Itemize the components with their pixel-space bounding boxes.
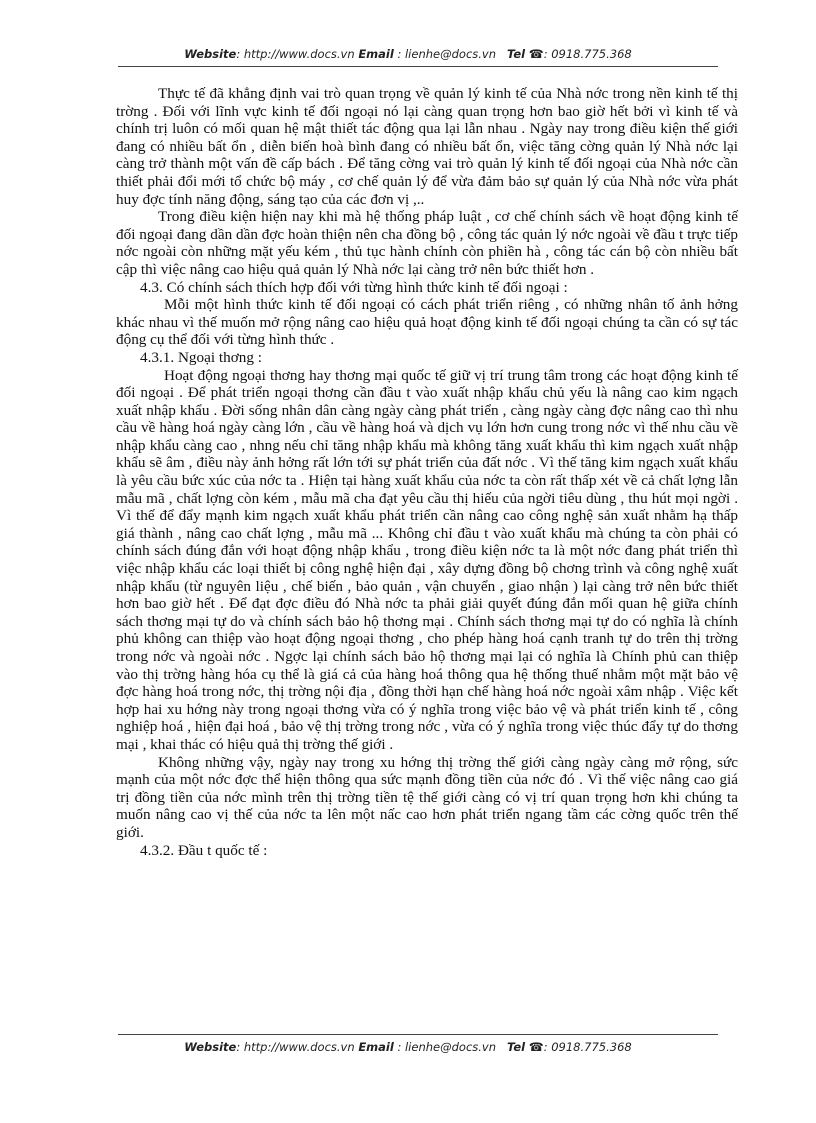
- footer-email-link[interactable]: lienhe@docs.vn: [404, 1040, 497, 1054]
- footer-email-label: Email: [358, 1040, 394, 1054]
- header-rule: [118, 66, 718, 67]
- paragraph-2: Trong điều kiện hiện nay khi mà hệ thống pháp luật , cơ chế chính sách về hoạt động kinh tế đối ngoại đang dần dần đợc hoàn thiện nên cha đồng bộ , công tác quản lý nớc ngoài về đầu t trực tiếp nớc ngoài còn những mặt yếu kém , thủ tục hành chính còn phiền hà , công tác cán bộ còn nhiều bất cập thì việc nâng cao hiệu quả quản lý Nhà nớc lại càng trở nên bức thiết hơn .: [116, 208, 738, 278]
- paragraph-1: Thực tế đã khẳng định vai trò quan trọng về quản lý kinh tế của Nhà nớc trong nền kinh tế thị trờng . Đối với lĩnh vực kinh tế đối ngoại nó lại càng quan trọng hơn bao giờ hết bởi vì kinh tế và chính trị luôn có mối quan hệ mật thiết tác động qua lại lẫn nhau . Ngày nay trong điều kiện thế giới đang có nhiều bất ổn , diễn biến hoà bình đang có nhiều bất ổn, việc tăng cờng quản lý Nhà nớc lại càng trở thành một vấn đề cấp bách . Để tăng cờng vai trò quản lý kinh tế đối ngoại của Nhà nớc cần thiết phải đổi mới tổ chức bộ máy , cơ chế quản lý để vừa đảm bảo sự quản lý của Nhà nớc vừa phát huy đợc tính năng động, sáng tạo của các đơn vị ,..: [116, 85, 738, 208]
- footer-website-separator: :: [236, 1040, 244, 1054]
- section-heading-4-3-1: 4.3.1. Ngoại thơng :: [140, 348, 262, 366]
- tel-label: Tel: [506, 47, 526, 61]
- page-header: [0, 47, 816, 61]
- website-separator: :: [236, 47, 244, 61]
- paragraph-5: Không những vậy, ngày nay trong xu hớng thị trờng thế giới càng ngày càng mở rộng, sức mạnh của một nớc đợc thể hiện thông qua sức mạnh đồng tiền của nớc đó . Vì thế việc nâng cao giá trị đồng tiền của nớc mình trên thị trờng tiền tệ thế giới càng có vị trí quan trọng hơn khi chúng ta muốn nâng cao vị thế của nớc ta lên một nấc cao hơn phát triển ngang tầm các cờng quốc trên thế giới.: [116, 753, 738, 841]
- paragraph-4: Hoạt động ngoại thơng hay thơng mại quốc tế giữ vị trí trung tâm trong các hoạt động kinh tế đối ngoại . Để phát triển ngoại thơng cần đầu t vào xuất nhập khẩu chủ yếu là nâng cao kim ngạch xuất nhập khẩu . Đời sống nhân dân càng ngày càng phát triển , càng ngày càng đợc nâng cao thì nhu cầu về hàng hoá ngày càng lớn , cầu về hàng hoá và dịch vụ lớn hơn cung trong nớc vì thế nhu cầu về nhập khẩu càng cao , nhng nếu chỉ tăng nhập khẩu mà không tăng xuất khẩu thì kim ngạch xuất nhập khẩu sẽ âm , điều này ảnh hởng rất lớn tới sự phát triển của đất nớc . Vì thế tăng kim ngạch xuất khẩu là yêu cầu bức xúc của nớc ta . Hiện tại hàng xuất khẩu của nớc ta còn rất thấp xét về cả chất lợng lẫn mẫu mã , chất lợng còn kém , mẫu mã cha đạt yêu cầu thị hiếu của ngời tiêu dùng , thu hút mọi ngời . Vì thế để đẩy mạnh kim ngạch xuất khẩu phát triển cần nâng cao công nghệ sản xuất nhằm hạ thấp giá thành , nâng cao chất lợng , mẫu mã ... Không chỉ đầu t vào xuất khẩu mà chúng ta còn phải có chính sách đúng đắn với hoạt động nhập khẩu , trong điều kiện nớc ta là một nớc đang phát triển thì việc nhập khẩu các loại thiết bị công nghệ hiện đại , xây dựng đồng bộ chơng trình và công nghệ xuất nhập khẩu (từ nguyên liệu , chế biến , bảo quản , vận chuyển , giao nhận ) lại càng trở nên bức thiết hơn bao giờ hết . Để đạt đợc điều đó Nhà nớc ta phải giải quyết đúng đắn mối quan hệ giữa chính sách thơng mại tự do và chính sách bảo hộ thơng mại . Chính sách thơng mại tự do có nghĩa là chính phủ không can thiệp vào hoạt động ngoại thơng , cho phép hàng hoá cạnh tranh tự do trên thị trờng trong nớc và ngoài nớc . Ngợc lại chính sách bảo hộ thơng mại lại có nghĩa là Chính phủ can thiệp vào thị trờng hàng hóa cụ thể là giá cả của hàng hoá thông qua hệ thống thuế nhằm một mặt bảo vệ đợc hàng hoá trong nớc, thị trờng nội địa , đồng thời hạn chế hàng hoá nớc ngoài xâm nhập . Việc kết hợp hai xu hớng này trong ngoại thơng vừa có ý nghĩa trong việc bảo vệ và phát triển kinh tế , công nghiệp hoá , hiện đại hoá , bảo vệ thị trờng trong nớc , vừa có ý nghĩa trong việc thúc đẩy tự do thơng mại , khai thác có hiệu quả thị trờng thế giới .: [116, 366, 738, 753]
- footer-tel-value: : 0918.775.368: [543, 1040, 632, 1054]
- email-separator: :: [393, 47, 405, 61]
- email-link[interactable]: lienhe@docs.vn: [404, 47, 497, 61]
- footer-tel-label: Tel: [506, 1040, 526, 1054]
- document-body: [116, 85, 738, 859]
- website-label: Website: [184, 47, 237, 61]
- page-footer: [0, 1040, 816, 1054]
- footer-email-separator: :: [393, 1040, 405, 1054]
- footer-website-link[interactable]: http://www.docs.vn: [243, 1040, 355, 1054]
- section-heading-4-3: 4.3. Có chính sách thích hợp đối với từng hình thức kinh tế đối ngoại :: [140, 278, 568, 296]
- footer-phone-icon: ☎: [528, 1040, 544, 1054]
- website-link[interactable]: http://www.docs.vn: [243, 47, 355, 61]
- section-heading-4-3-2: 4.3.2. Đầu t quốc tế :: [140, 841, 268, 859]
- phone-icon: ☎: [528, 47, 544, 61]
- paragraph-3: Mỗi một hình thức kinh tế đối ngoại có cách phát triển riêng , có những nhân tố ảnh hởng khác nhau vì thế muốn mở rộng nâng cao hiệu quả hoạt động kinh tế đối ngoại chúng ta cần có sự tác động cụ thể đối với từng hình thức .: [116, 296, 738, 349]
- email-label: Email: [358, 47, 394, 61]
- footer-website-label: Website: [184, 1040, 237, 1054]
- tel-value: : 0918.775.368: [543, 47, 632, 61]
- footer-rule: [118, 1034, 718, 1035]
